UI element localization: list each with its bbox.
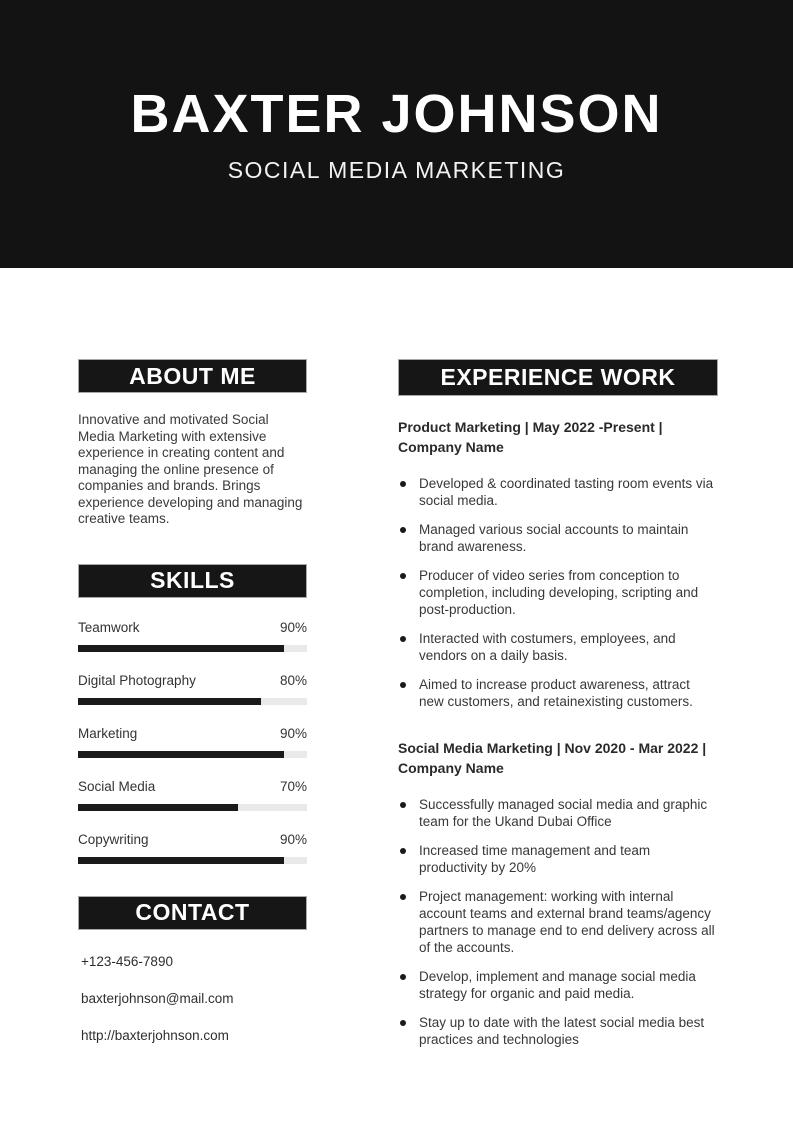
job-bullet: Managed various social accounts to maintain brand awareness.	[398, 521, 718, 555]
skills-heading: SKILLS	[78, 564, 307, 598]
job-bullet-list	[398, 475, 718, 710]
skill-percentage: 90%	[279, 619, 307, 635]
contact-heading: CONTACT	[78, 896, 307, 930]
contact-email: baxterjohnson@mail.com	[81, 990, 234, 1006]
skill-label-row	[78, 726, 307, 742]
job-bullet: Develop, implement and manage social media strategy for organic and paid media.	[398, 968, 718, 1002]
skill-row	[78, 779, 307, 811]
skill-bar-fill	[78, 751, 284, 758]
skill-label-row	[78, 673, 307, 689]
skill-percentage: 70%	[279, 778, 307, 794]
job-bullet: Stay up to date with the latest social media best practices and technologies	[398, 1014, 718, 1048]
contact-website: http://baxterjohnson.com	[81, 1027, 229, 1043]
experience-jobs	[398, 417, 718, 1048]
skill-label: Copywriting	[78, 831, 149, 847]
skill-label-row	[78, 832, 307, 848]
skill-row	[78, 673, 307, 705]
job-entry	[398, 417, 718, 710]
job-bullet: Developed & coordinated tasting room events via social media.	[398, 475, 718, 509]
skill-bar-track	[78, 751, 307, 758]
person-role: SOCIAL MEDIA MARKETING	[227, 156, 566, 183]
contact-section	[78, 896, 307, 1044]
skill-row	[78, 726, 307, 758]
job-bullet: Increased time management and team productivity by 20%	[398, 842, 718, 876]
about-section	[78, 359, 307, 528]
skill-bar-track	[78, 698, 307, 705]
right-column	[398, 359, 718, 1065]
job-bullet-list	[398, 796, 718, 1048]
skill-bar-fill	[78, 804, 238, 811]
job-bullet: Aimed to increase product awareness, attract new customers, and retainexisting customers.	[398, 676, 718, 710]
experience-heading: EXPERIENCE WORK	[398, 359, 718, 396]
skill-bar-fill	[78, 645, 284, 652]
skill-percentage: 80%	[279, 672, 307, 688]
job-bullet: Producer of video series from conception to completion, including developing, scripting and post-production.	[398, 567, 718, 618]
resume-body	[0, 268, 793, 1065]
skill-bar-fill	[78, 857, 284, 864]
about-heading: ABOUT ME	[78, 359, 307, 393]
skill-label: Digital Photography	[78, 672, 196, 688]
job-bullet: Project management: working with internal account teams and external brand teams/agency partners to manage end to end delivery across all of the accounts.	[398, 888, 718, 956]
skill-label: Social Media	[78, 778, 156, 794]
contact-phone: +123-456-7890	[81, 953, 173, 969]
skills-list	[78, 620, 307, 864]
skill-percentage: 90%	[279, 725, 307, 741]
left-column	[78, 359, 307, 1065]
job-bullet: Successfully managed social media and graphic team for the Ukand Dubai Office	[398, 796, 718, 830]
skill-label-row	[78, 779, 307, 795]
skill-label: Marketing	[78, 725, 138, 741]
job-title: Social Media Marketing | Nov 2020 - Mar 2022 | Company Name	[398, 740, 707, 776]
skill-percentage: 90%	[279, 831, 307, 847]
person-name: BAXTER JOHNSON	[130, 83, 663, 144]
contact-list	[78, 954, 307, 1044]
skill-bar-track	[78, 645, 307, 652]
skill-row	[78, 832, 307, 864]
skills-section	[78, 564, 307, 864]
skill-label-row	[78, 620, 307, 636]
resume-header	[0, 0, 793, 268]
skill-label: Teamwork	[78, 619, 140, 635]
job-entry	[398, 738, 718, 1048]
job-title: Product Marketing | May 2022 -Present | Company Name	[398, 419, 663, 455]
skill-bar-fill	[78, 698, 261, 705]
job-bullet: Interacted with costumers, employees, and vendors on a daily basis.	[398, 630, 718, 664]
skill-row	[78, 620, 307, 652]
skill-bar-track	[78, 804, 307, 811]
about-text: Innovative and motivated Social Media Marketing with extensive experience in creating content and managing the online presence of companies and brands. Brings experience developing and managing creative teams.	[78, 412, 303, 526]
skill-bar-track	[78, 857, 307, 864]
